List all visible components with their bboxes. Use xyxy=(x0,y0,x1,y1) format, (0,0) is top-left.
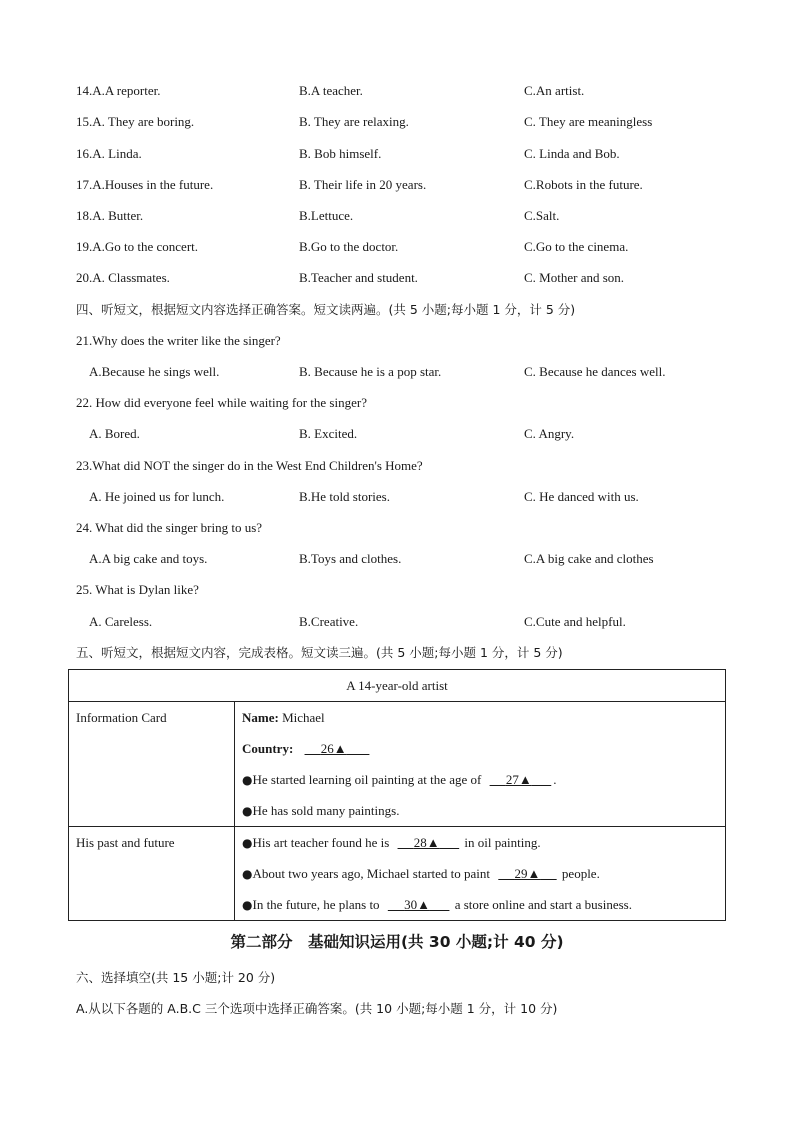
row-label: His past and future xyxy=(76,835,175,850)
option-b: B. Excited. xyxy=(299,426,358,441)
option-c: C.An artist. xyxy=(524,83,585,98)
question-23-stem: 23.What did NOT the singer do in the West End Children's Home? xyxy=(76,458,423,473)
question-25-options xyxy=(76,612,756,632)
info-card-label-cell xyxy=(69,702,235,827)
option-a: A.A big cake and toys. xyxy=(89,551,208,566)
question-19 xyxy=(76,237,756,257)
option-b: B.He told stories. xyxy=(299,489,390,504)
question-17 xyxy=(76,175,756,195)
option-a: A. Careless. xyxy=(89,614,153,629)
option-a: A. Bored. xyxy=(89,426,140,441)
question-24-stem: 24. What did the singer bring to us? xyxy=(76,520,263,535)
section-4-heading: 四、听短文，根据短文内容选择正确答案。短文读两遍。(共 5 小题;每小题 1 分，计 5 分) xyxy=(76,302,576,317)
section-6a-instructions: A.从以下各题的 A.B.C 三个选项中选择正确答案。(共 10 小题;每小题 1 分，计 10 分) xyxy=(76,1001,558,1016)
option-c: C.Go to the cinema. xyxy=(524,239,629,254)
section-5-heading: 五、听短文，根据短文内容，完成表格。短文读三遍。(共 5 小题;每小题 1 分，计 5 分) xyxy=(76,645,563,660)
question-23-options xyxy=(76,487,756,507)
option-a: 17.A.Houses in the future. xyxy=(76,177,214,192)
question-22-stem: 22. How did everyone feel while waiting for the singer? xyxy=(76,395,367,410)
plan-row: ●In the future, he plans to 30▲ a store online and start a business. xyxy=(242,889,725,920)
option-b: B. Bob himself. xyxy=(299,146,382,161)
option-c: C.Salt. xyxy=(524,208,560,223)
option-b: B. Their life in 20 years. xyxy=(299,177,427,192)
name-row xyxy=(242,702,725,733)
bullet-icon: ● xyxy=(242,773,253,787)
teacher-row: ●His art teacher found he is 28▲ in oil painting. xyxy=(242,827,725,858)
option-c: C. Mother and son. xyxy=(524,270,625,285)
option-c: C. Angry. xyxy=(524,426,575,441)
option-a: A.Because he sings well. xyxy=(89,364,220,379)
option-a: 14.A.A reporter. xyxy=(76,83,161,98)
option-b: B. They are relaxing. xyxy=(299,114,409,129)
past-future-label-cell xyxy=(69,827,235,921)
blank-26: 26▲ xyxy=(320,741,347,756)
option-a: 18.A. Butter. xyxy=(76,208,144,223)
option-a: 16.A. Linda. xyxy=(76,146,142,161)
option-a: 19.A.Go to the concert. xyxy=(76,239,199,254)
option-c: C. Linda and Bob. xyxy=(524,146,620,161)
option-c: C.Robots in the future. xyxy=(524,177,643,192)
row-label: Information Card xyxy=(76,710,167,725)
option-c: C. Because he dances well. xyxy=(524,364,666,379)
bullet-icon: ● xyxy=(242,804,253,818)
name-label: Name: xyxy=(242,710,279,725)
section-6-heading: 六、选择填空(共 15 小题;计 20 分) xyxy=(76,970,276,985)
paint-row: ●About two years ago, Michael started to paint 29▲ people. xyxy=(242,858,725,889)
option-a: A. He joined us for lunch. xyxy=(89,489,225,504)
blank-27: 27▲ xyxy=(505,772,532,787)
blank-28: 28▲ xyxy=(413,835,440,850)
question-20 xyxy=(76,268,756,288)
question-22-options xyxy=(76,424,756,444)
option-c: C. He danced with us. xyxy=(524,489,639,504)
part-2-heading: 第二部分 基础知识运用(共 30 小题;计 40 分) xyxy=(230,933,564,951)
country-label: Country: xyxy=(242,741,294,756)
bullet-icon: ● xyxy=(242,867,253,881)
question-21-options xyxy=(76,362,756,382)
option-a: 20.A. Classmates. xyxy=(76,270,170,285)
blank-29: 29▲ xyxy=(514,866,541,881)
sold-row: ●He has sold many paintings. xyxy=(242,803,400,818)
name-value: Michael xyxy=(278,710,325,725)
info-card-content-cell xyxy=(235,702,726,827)
table-title: A 14-year-old artist xyxy=(69,670,726,702)
bullet-icon: ● xyxy=(242,898,253,912)
option-b: B.Toys and clothes. xyxy=(299,551,402,566)
age-row: ●He started learning oil painting at the age of 27▲ . xyxy=(242,764,725,795)
info-table xyxy=(68,669,726,921)
question-18 xyxy=(76,206,756,226)
option-b: B.Creative. xyxy=(299,614,359,629)
bullet-icon: ● xyxy=(242,836,253,850)
option-b: B.Lettuce. xyxy=(299,208,354,223)
question-14 xyxy=(76,81,756,101)
option-b: B. Because he is a pop star. xyxy=(299,364,442,379)
option-c: C.A big cake and clothes xyxy=(524,551,654,566)
option-c: C. They are meaningless xyxy=(524,114,653,129)
question-25-stem: 25. What is Dylan like? xyxy=(76,582,199,597)
question-21-stem: 21.Why does the writer like the singer? xyxy=(76,333,281,348)
option-b: B.Go to the doctor. xyxy=(299,239,399,254)
option-b: B.Teacher and student. xyxy=(299,270,418,285)
question-15 xyxy=(76,112,756,132)
option-c: C.Cute and helpful. xyxy=(524,614,626,629)
question-16 xyxy=(76,144,756,164)
option-a: 15.A. They are boring. xyxy=(76,114,195,129)
blank-30: 30▲ xyxy=(404,897,430,912)
country-row xyxy=(242,733,725,764)
past-future-content-cell xyxy=(235,827,726,921)
question-24-options xyxy=(76,549,756,569)
option-b: B.A teacher. xyxy=(299,83,363,98)
